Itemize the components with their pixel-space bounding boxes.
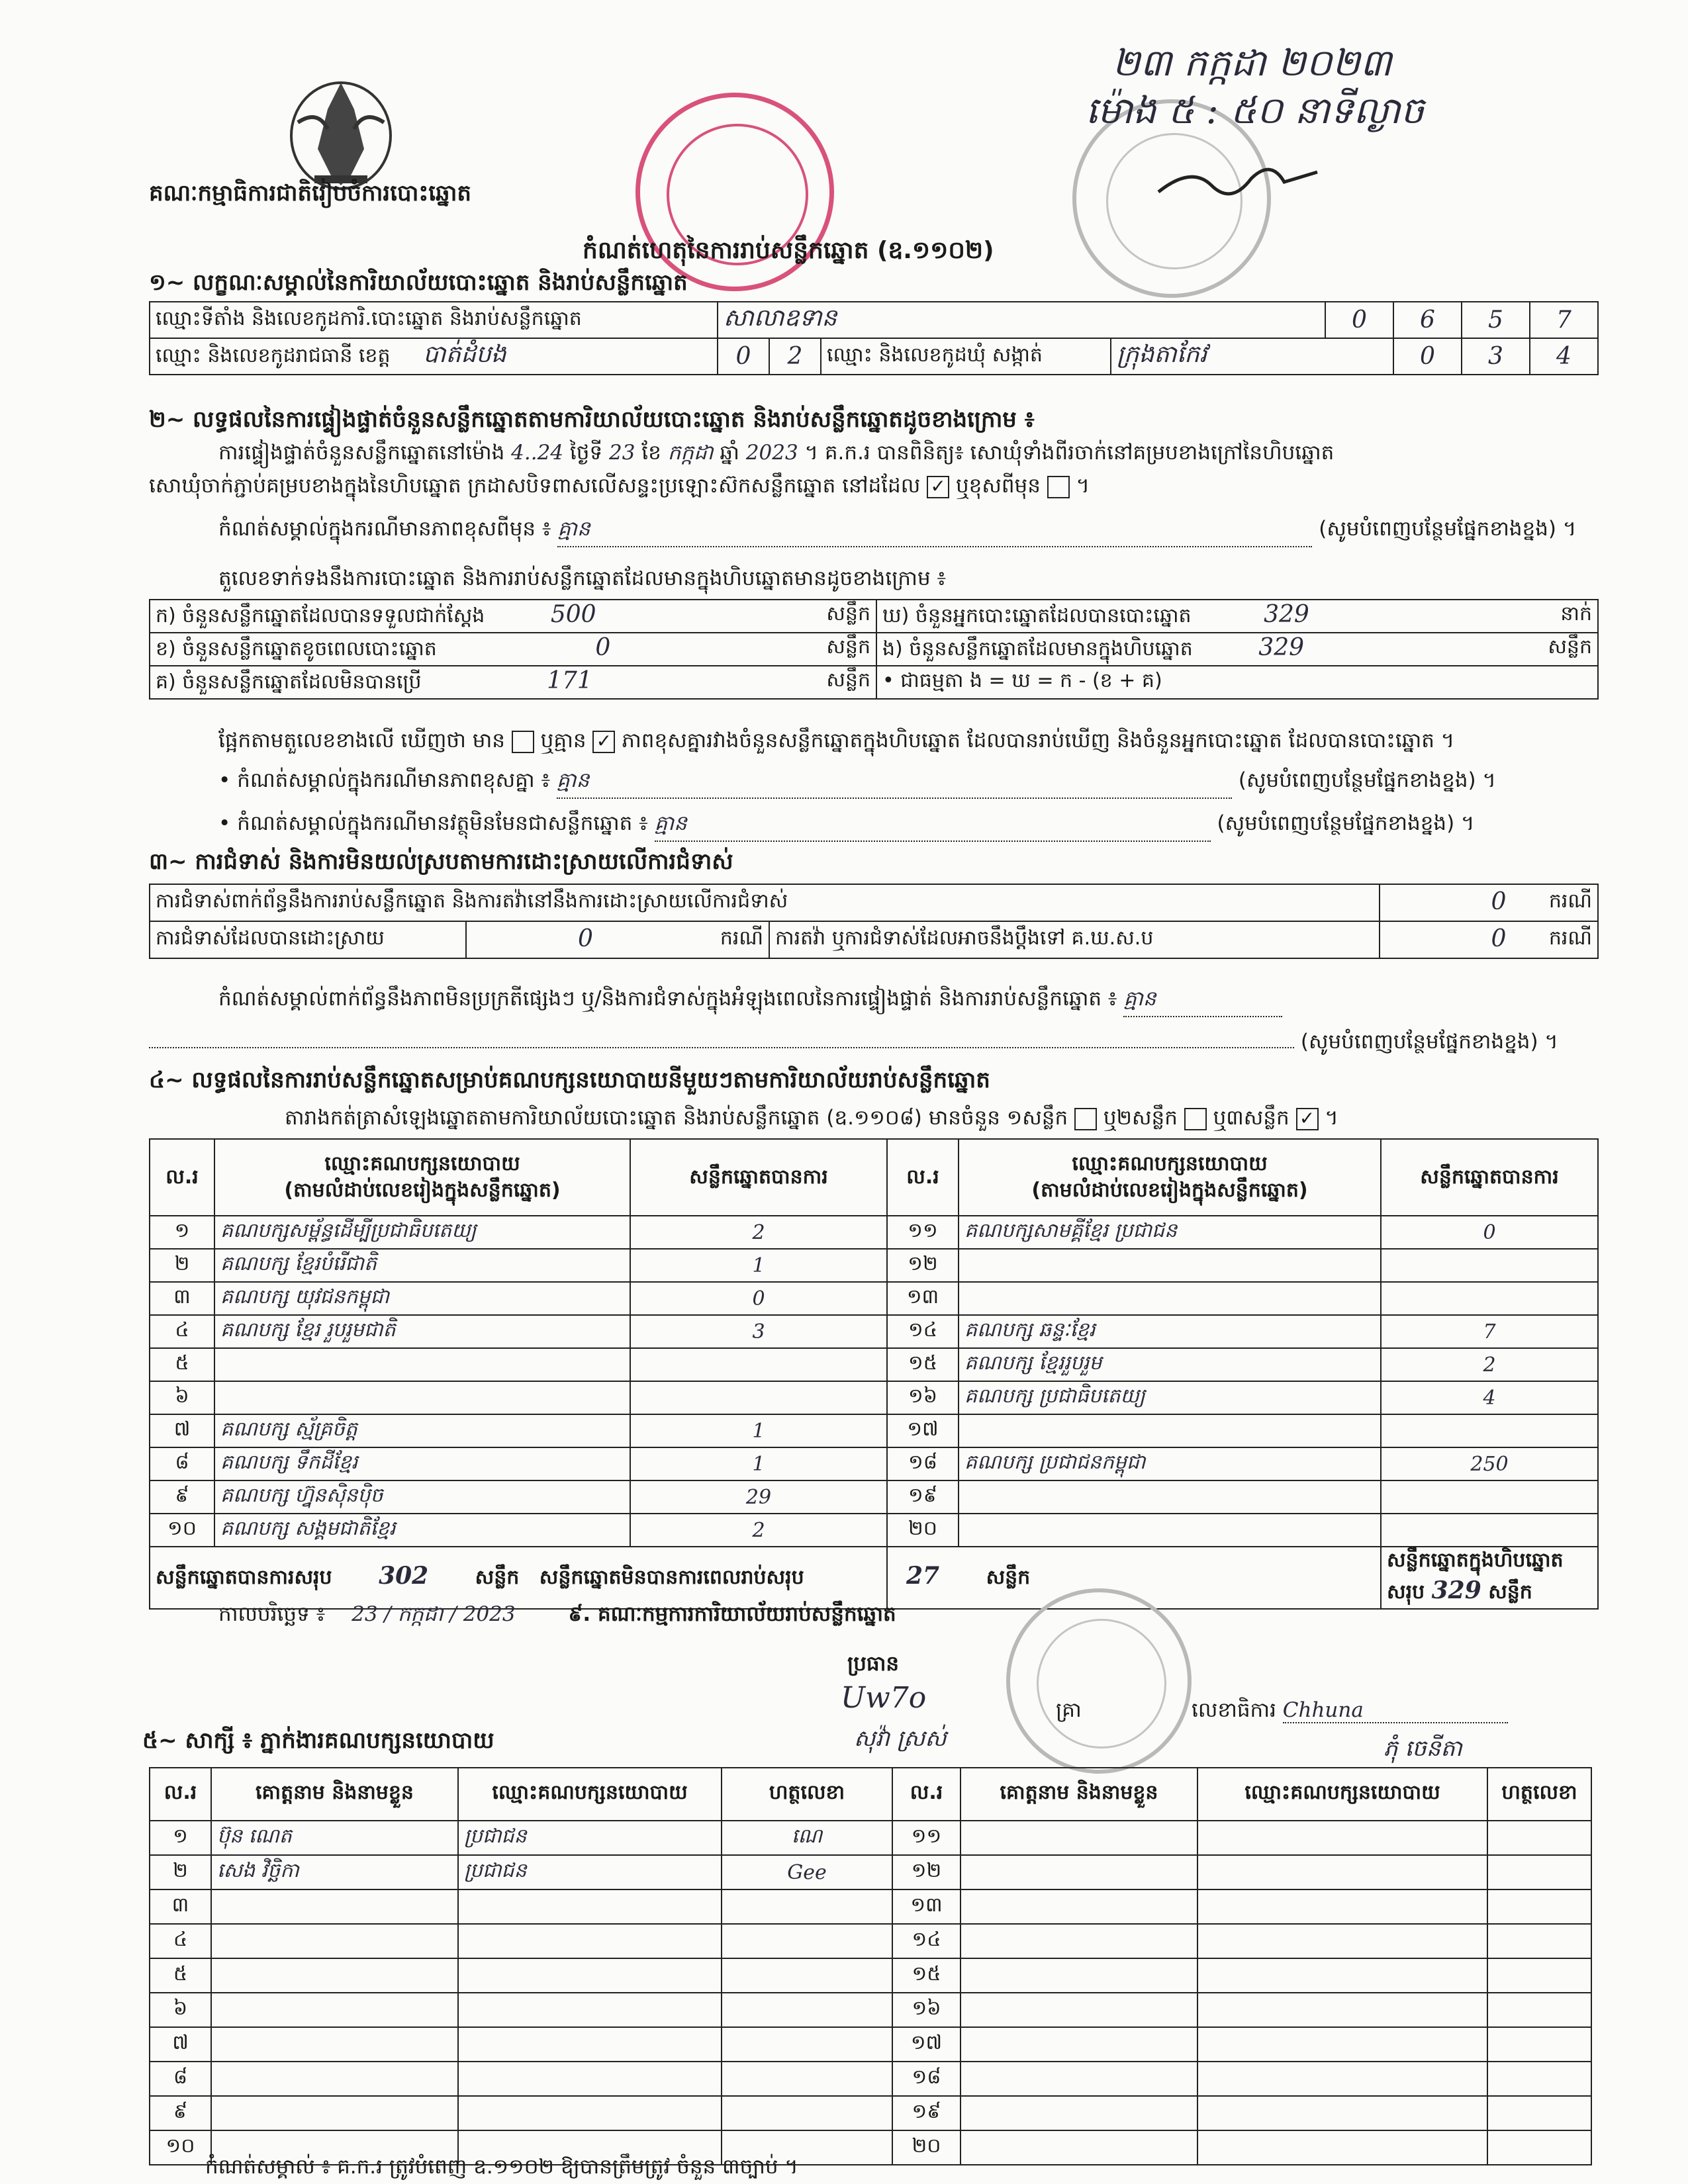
station-label: ឈ្មោះទីតាំង និងលេខកូដការិ.បោះឆ្នោត និងរាប់សន្លឹកឆ្នោត: [150, 302, 718, 338]
tally-sheets-line: តារាងកត់ត្រាសំឡេងឆ្នោតតាមការិយាល័យបោះឆ្នោត និងរាប់សន្លឹកឆ្នោត (ឧ.១១០៨) មានចំនួន ១សន្លឹក ឬ២សន្លឹក ឬ៣សន្លឹក ✓ ។: [285, 1106, 1338, 1130]
resolved-value: 0: [578, 925, 593, 952]
witness-name: [961, 1855, 1197, 1889]
witness-signature: [1487, 1958, 1591, 1993]
witness-signature: [722, 1889, 892, 1924]
witness-party: [458, 2027, 722, 2062]
witness-name: [211, 2096, 458, 2130]
row-number: ៣: [150, 1282, 214, 1315]
seal-check-line: សោឃុំចាក់ភ្ជាប់គម្របខាងក្នុងនៃហិបឆ្នោត ក្រដាសបិទពាសលើសន្ទះប្រឡោះស៊កសន្លឹកឆ្នោត នៅដដែល ✓ ឬខុសពីមុន ។: [149, 474, 1090, 498]
party-name: គណបក្ស យុវជនកម្ពុជា: [214, 1282, 630, 1315]
top-signature: [1152, 152, 1324, 205]
appeal-label: ការតវ៉ា ឬការជំទាស់ដែលអាចនឹងប្តឹងទៅ គ.ឃ.ស.ប: [769, 921, 1380, 958]
witness-signature: [1487, 2062, 1591, 2096]
witness-party: ប្រជាជន: [458, 1855, 722, 1889]
form-title: កំណត់ហេតុនៃការរាប់សន្លឹកឆ្នោត (ឧ.១១០២): [583, 237, 994, 264]
handwritten-date: ២៣ កក្កដា ២០២៣ ម៉ោង ៥ : ៥០ នាទីល្ងាច: [1086, 42, 1425, 132]
witness-party: [1197, 2027, 1487, 2062]
party-votes: [1381, 1480, 1598, 1514]
witness-signature: [1487, 2027, 1591, 2062]
witness-row: [150, 1924, 1591, 1958]
row-number: ៩: [150, 2096, 211, 2130]
commune-code-digit: 4: [1530, 338, 1598, 375]
section1-heading: ១~ លក្ខណៈសម្គាល់នៃការិយាល័យបោះឆ្នោត និងរាប់សន្លឹកឆ្នោត: [149, 269, 688, 296]
spoiled-ballots-value: 0: [595, 633, 611, 661]
party-name: [959, 1480, 1381, 1514]
row-number: ៧: [150, 2027, 211, 2062]
party-votes: 1: [630, 1249, 887, 1282]
total-invalid-value: 27: [906, 1562, 940, 1590]
party-name: [959, 1414, 1381, 1447]
witness-party: [458, 2096, 722, 2130]
intact-checkbox[interactable]: ✓: [927, 476, 949, 498]
row-number: ៤: [150, 1315, 214, 1348]
result-date-line: កាលបរិច្ឆេទ ៖ 23 / កក្កដា / 2023 ៩. គណៈកម្មការការិយាល័យរាប់សន្លឹកឆ្នោត: [218, 1602, 896, 1626]
witness-signature: [722, 2062, 892, 2096]
witness-party: [1197, 1993, 1487, 2027]
row-number: ១១: [892, 1821, 961, 1855]
result-date-value: 23 / កក្កដា / 2023: [352, 1602, 516, 1626]
royal-emblem-logo: [278, 63, 404, 195]
row-number: ១៩: [892, 2096, 961, 2130]
station-table: [149, 301, 1599, 375]
party-result-row: [150, 1480, 1598, 1514]
party-votes: [630, 1348, 887, 1381]
witness-signature: [1487, 1889, 1591, 1924]
party-name: គណបក្ស ខ្មែររួបរួម: [959, 1348, 1381, 1381]
row-number: ១: [150, 1821, 211, 1855]
row-number: ៦: [150, 1993, 211, 2027]
chairman-name: សុវ៉ា ស្រស់: [854, 1725, 947, 1752]
footer-note: កំណត់សម្គាល់ ៖ គ.ក.រ ត្រូវបំពេញ ឧ.១១០២ ឱ្យបានត្រឹមត្រូវ ចំនួន ៣ច្បាប់ ។: [205, 2155, 798, 2179]
witness-row: [150, 2096, 1591, 2130]
irregularity-note-value: គ្មាន: [1123, 986, 1282, 1017]
witness-signature: [1487, 1855, 1591, 1889]
witness-party: [458, 1924, 722, 1958]
witness-party: [1197, 1855, 1487, 1889]
has-difference-checkbox[interactable]: [512, 731, 534, 753]
seal-note-value: គ្មាន: [557, 516, 1312, 547]
party-name: [214, 1348, 630, 1381]
party-votes: 4: [1381, 1381, 1598, 1414]
section2-heading: ២~ លទ្ធផលនៃការផ្ទៀងផ្ទាត់ចំនួនសន្លឹកឆ្នោតតាមការិយាល័យបោះឆ្នោត និងរាប់សន្លឹកឆ្នោតដូចខាងក្រោម ៖: [149, 406, 1035, 433]
row-number: ១៨: [892, 2062, 961, 2096]
party-votes: 0: [1381, 1216, 1598, 1249]
commune-name: ក្រុងតាកែវ: [1111, 338, 1393, 375]
figures-intro: តួលេខទាក់ទងនឹងការបោះឆ្នោត និងការរាប់សន្លឹកឆ្នោតដែលមានក្នុងហិបឆ្នោតមានដូចខាងក្រោម ៖: [218, 567, 947, 590]
witness-name: [961, 1889, 1197, 1924]
row-number: ៧: [150, 1414, 214, 1447]
witness-party: [1197, 2096, 1487, 2130]
one-sheet-checkbox[interactable]: [1074, 1108, 1097, 1130]
witness-row: [150, 1993, 1591, 2027]
section3-heading: ៣~ ការជំទាស់ និងការមិនយល់ស្របតាមការដោះស្រាយលើការជំទាស់: [149, 848, 733, 875]
row-number: ៥: [150, 1348, 214, 1381]
witness-party: [458, 1993, 722, 2027]
province-name: បាត់ដំបង: [423, 341, 506, 368]
witness-table: ល.រ គោត្តនាម និងនាមខ្លួន ឈ្មោះគណបក្សនយោបាយ ហត្ថលេខា ល.រ គោត្តនាម និងនាមខ្លួន ឈ្មោះគណបក្សនយោបាយ ហត្ថលេខា ១ ប៊ុន ណេត ប្រជាជន ណេ ១១ ២ សេង វិច្ឆិកា ប្រជាជន Gee ១២ ៣ ១៣ ៤ ១៤ ៥ ១៥ ៦ ១៦ ៧ ១៧ ៨ ១៨ ៩ ១៩ ១០ ២០: [149, 1767, 1592, 2165]
witness-signature: [722, 1958, 892, 1993]
party-votes: 250: [1381, 1447, 1598, 1480]
no-difference-checkbox[interactable]: ✓: [592, 731, 615, 753]
witness-signature: [722, 1993, 892, 2027]
party-votes: 2: [630, 1514, 887, 1547]
party-name: គណបក្ស ស្ម័គ្រចិត្ត: [214, 1414, 630, 1447]
row-number: ១១: [887, 1216, 959, 1249]
party-name: គណបក្ស សង្គមជាតិខ្មែរ: [214, 1514, 630, 1547]
party-name: គណបក្ស ហ្វ៊ុនស៊ិនប៉ិច: [214, 1480, 630, 1514]
party-result-row: [150, 1249, 1598, 1282]
witness-name: សេង វិច្ឆិកា: [211, 1855, 458, 1889]
objections-value: 0: [1491, 888, 1507, 915]
witness-row: [150, 2027, 1591, 2062]
witness-row: [150, 1855, 1591, 1889]
witness-row: [150, 2062, 1591, 2096]
party-result-row: [150, 1348, 1598, 1381]
ballot-figures-table: ក) ចំនួនសន្លឹកឆ្នោតដែលបានទទួលជាក់ស្តែង 500 សន្លឹក ឃ) ចំនួនអ្នកបោះឆ្នោតដែលបានបោះឆ្នោត 329 នាក់ ខ) ចំនួនសន្លឹកឆ្នោតខូចពេលបោះឆ្នោត 0 សន្លឹក ង) ចំនួនសន្លឹកឆ្នោតដែលមានក្នុងហិបឆ្នោត 329 សន្លឹក គ) ចំនួនសន្លឹកឆ្នោតដែលមិនបានប្រើ 171 សន្លឹក • ជាធម្មតា ង = ឃ = ក - (ខ + គ): [149, 599, 1599, 700]
witness-party: [1197, 1821, 1487, 1855]
party-votes: 3: [630, 1315, 887, 1348]
party-name: [214, 1381, 630, 1414]
witness-row: [150, 1958, 1591, 1993]
party-name: គណបក្ស ប្រជាធិបតេយ្យ: [959, 1381, 1381, 1414]
witness-party: [1197, 2130, 1487, 2165]
witness-name: [961, 2027, 1197, 2062]
party-votes: 0: [630, 1282, 887, 1315]
row-number: ១: [150, 1216, 214, 1249]
witness-signature: ណេ: [722, 1821, 892, 1855]
section5-heading: ៥~ សាក្សី ៖ ភ្នាក់ងារគណបក្សនយោបាយ: [142, 1727, 494, 1754]
party-votes: 2: [630, 1216, 887, 1249]
party-votes: 29: [630, 1480, 887, 1514]
row-number: ៩: [150, 1480, 214, 1514]
party-name: គណបក្សសាមគ្គីខ្មែរ ប្រជាជន: [959, 1216, 1381, 1249]
total-ballots-value: 329: [1431, 1576, 1481, 1604]
objections-label: ការជំទាស់ពាក់ព័ន្ធនឹងការរាប់សន្លឹកឆ្នោត និងការតវ៉ានៅនឹងការដោះស្រាយលើការជំទាស់: [150, 884, 1380, 921]
party-result-row: [150, 1282, 1598, 1315]
party-votes: 1: [630, 1447, 887, 1480]
objections-table: ការជំទាស់ពាក់ព័ន្ធនឹងការរាប់សន្លឹកឆ្នោត និងការតវ៉ានៅនឹងការដោះស្រាយលើការជំទាស់ 0 ករណី ការជំទាស់ដែលបានដោះស្រាយ 0 ករណី ការតវ៉ា ឬការជំទាស់ដែលអាចនឹងប្តឹងទៅ គ.ឃ.ស.ប 0 ករណី: [149, 884, 1599, 959]
appeal-value: 0: [1491, 925, 1507, 952]
station-code-digit: 6: [1393, 302, 1462, 338]
witness-party: [458, 2062, 722, 2096]
party-votes: [630, 1381, 887, 1414]
party-votes: [1381, 1514, 1598, 1547]
row-number: ១៤: [892, 1924, 961, 1958]
ballots-in-box-value: 329: [1258, 633, 1305, 661]
witness-signature: [1487, 2096, 1591, 2130]
station-code-digit: 7: [1530, 302, 1598, 338]
row-number: ៨: [150, 1447, 214, 1480]
commune-label: ឈ្មោះ និងលេខកូដឃុំ សង្កាត់: [821, 338, 1111, 375]
station-code-digit: 5: [1462, 302, 1530, 338]
witness-signature: [722, 2096, 892, 2130]
witness-row: [150, 1821, 1591, 1855]
party-name: [959, 1282, 1381, 1315]
party-result-row: [150, 1216, 1598, 1249]
row-number: ៥: [150, 1958, 211, 1993]
irregularity-note-line: កំណត់សម្គាល់ពាក់ព័ន្ធនឹងភាពមិនប្រក្រតីផ្សេងៗ ឬ/និងការជំទាស់ក្នុងអំឡុងពេលនៃការផ្ទៀងផ្ទាត់ និងការរាប់សន្លឹកឆ្នោត ៖ គ្មាន: [218, 986, 1282, 1017]
witness-name: [961, 2062, 1197, 2096]
witness-name: [961, 1924, 1197, 1958]
witness-name: [211, 1958, 458, 1993]
witness-party: [458, 1958, 722, 1993]
witness-name: [211, 2027, 458, 2062]
irregularity-note-line2: (សូមបំពេញបន្ថែមផ្នែកខាងខ្នង) ។: [149, 1029, 1558, 1059]
row-number: ១២: [892, 1855, 961, 1889]
difference-note-value: គ្មាន: [557, 768, 1232, 799]
gray-stamp-signature: [1006, 1588, 1192, 1774]
commune-code-digit: 0: [1393, 338, 1462, 375]
row-number: ១៧: [892, 2027, 961, 2062]
party-votes: [1381, 1249, 1598, 1282]
province-code-digit: 0: [718, 338, 769, 375]
committee-label: ៩. គណៈកម្មការការិយាល័យរាប់សន្លឹកឆ្នោត: [568, 1602, 896, 1626]
formula-note: • ជាធម្មតា ង = ឃ = ក - (ខ + គ): [876, 666, 1598, 699]
three-sheets-checkbox[interactable]: ✓: [1296, 1108, 1319, 1130]
row-number: ១៧: [887, 1414, 959, 1447]
two-sheets-checkbox[interactable]: [1184, 1108, 1207, 1130]
row-number: ២: [150, 1249, 214, 1282]
party-result-row: [150, 1414, 1598, 1447]
seal-note-line: កំណត់សម្គាល់ក្នុងករណីមានភាពខុសពីមុន ៖ គ្មាន (សូមបំពេញបន្ថែមផ្នែកខាងខ្នង) ។: [218, 516, 1576, 547]
row-number: ២: [150, 1855, 211, 1889]
voters-voted-value: 329: [1264, 600, 1309, 628]
witness-name: [961, 2130, 1197, 2165]
witness-party: [1197, 1958, 1487, 1993]
difference-note-line: • កំណត់សម្គាល់ក្នុងករណីមានភាពខុសគ្នា ៖ គ្មាន (សូមបំពេញបន្ថែមផ្នែកខាងខ្នង) ។: [218, 768, 1496, 799]
row-number: ៦: [150, 1381, 214, 1414]
witness-name: ប៊ុន ណេត: [211, 1821, 458, 1855]
witness-party: [1197, 2062, 1487, 2096]
row-number: ១២: [887, 1249, 959, 1282]
station-code-digit: 0: [1325, 302, 1393, 338]
verification-day: 23: [608, 441, 635, 465]
witness-signature: [722, 2027, 892, 2062]
chairman-signature: Uw7o: [841, 1681, 927, 1715]
unused-ballots-value: 171: [547, 666, 592, 694]
witness-name: [211, 1993, 458, 2027]
party-votes: 2: [1381, 1348, 1598, 1381]
party-name: គណបក្ស ឆន្ទៈខ្មែរ: [959, 1315, 1381, 1348]
party-result-row: [150, 1514, 1598, 1547]
party-name: គណបក្ស ប្រជាជនកម្ពុជា: [959, 1447, 1381, 1480]
row-number: ២០: [887, 1514, 959, 1547]
witness-signature: [722, 1924, 892, 1958]
witness-row: [150, 1889, 1591, 1924]
row-number: ១០: [150, 1514, 214, 1547]
row-number: ១៥: [887, 1348, 959, 1381]
witness-signature: Gee: [722, 1855, 892, 1889]
row-number: ១៨: [887, 1447, 959, 1480]
row-number: ១០: [150, 2130, 211, 2165]
party-name: [959, 1514, 1381, 1547]
party-votes: 1: [630, 1414, 887, 1447]
row-number: ១៩: [887, 1480, 959, 1514]
member-label: គ្រា: [1056, 1698, 1082, 1722]
secretary-name: ភុំ ចេនីតា: [1383, 1735, 1462, 1762]
witness-signature: [1487, 1821, 1591, 1855]
party-result-row: [150, 1315, 1598, 1348]
party-results-table: ល.រ ឈ្មោះគណបក្សនយោបាយ (តាមលំដាប់លេខរៀងក្នុងសន្លឹកឆ្នោត) សន្លឹកឆ្នោតបានការ ល.រ ឈ្មោះគណបក្សនយោបាយ (តាមលំដាប់លេខរៀងក្នុងសន្លឹកឆ្នោត) សន្លឹកឆ្នោតបានការ ១ គណបក្សសម្ព័ន្ធដើម្បីប្រជាធិបតេយ្យ 2 ១១ គណបក្សសាមគ្គីខ្មែរ ប្រជាជន 0 ២ គណបក្ស ខ្មែរបំរើជាតិ 1 ១២ ៣ គណបក្ស យុវជនកម្ពុជា 0 ១៣ ៤ គណបក្ស ខ្មែរ រួបរួមជាតិ 3 ១៤ គណបក្ស ឆន្ទៈខ្មែរ 7 ៥ ១៥ គណបក្ស ខ្មែររួបរួម 2 ៦ ១៦ គណបក្ស ប្រជាធិបតេយ្យ 4 ៧ គណបក្ស ស្ម័គ្រចិត្ត 1 ១៧ ៨ គណបក្ស ទឹកដីខ្មែរ 1 ១៨ គណបក្ស ប្រជាជនកម្ពុជា 250 ៩ គណបក្ស ហ្វ៊ុនស៊ិនប៉ិច 29 ១៩ ១០ គណបក្ស សង្គមជាតិខ្មែរ 2 ២០ សន្លឹកឆ្នោតបានការសរុប 302 សន្លឹក សន្លឹកឆ្នោតមិនបានការពេលរាប់សរុប 27 សន្លឹក សន្លឹកឆ្នោតក្នុងហិបឆ្នោតសរុប 329 សន្លឹក: [149, 1138, 1599, 1610]
row-number: ១៣: [892, 1889, 961, 1924]
discrepancy-line: ផ្អែកតាមតួលេខខាងលើ ឃើញថា មាន ឬគ្មាន ✓ ភាពខុសគ្នារវាងចំនួនសន្លឹកឆ្នោតក្នុងហិបឆ្នោត ដែលបានរាប់ឃើញ និងចំនួនអ្នកបោះឆ្នោត ដែលបានបោះឆ្នោត ។: [218, 729, 1455, 752]
party-name: គណបក្ស ខ្មែរបំរើជាតិ: [214, 1249, 630, 1282]
party-name: [959, 1249, 1381, 1282]
party-result-row: [150, 1447, 1598, 1480]
ballots-received-value: 500: [550, 600, 596, 628]
verification-time: 4..24: [511, 441, 564, 465]
witness-name: [961, 1958, 1197, 1993]
province-label: ឈ្មោះ និងលេខកូដរាជធានី ខេត្ត: [156, 344, 391, 367]
changed-checkbox[interactable]: [1047, 476, 1070, 498]
foreign-object-note-line: • កំណត់សម្គាល់ក្នុងករណីមានវត្ថុមិនមែនជាសន្លឹកឆ្នោត ៖ គ្មាន (សូមបំពេញបន្ថែមផ្នែកខាងខ្នង) ។: [218, 811, 1474, 842]
witness-party: [458, 1889, 722, 1924]
row-number: ១៦: [887, 1381, 959, 1414]
witness-party: [1197, 1889, 1487, 1924]
witness-name: [211, 2062, 458, 2096]
party-result-row: [150, 1381, 1598, 1414]
secretary-signature: Chhuna: [1283, 1698, 1508, 1723]
witness-name: [211, 1924, 458, 1958]
total-valid-value: 302: [379, 1562, 429, 1590]
party-name: គណបក្ស ទឹកដីខ្មែរ: [214, 1447, 630, 1480]
chairman-label: ប្រធាន: [847, 1652, 900, 1676]
witness-name: [961, 1821, 1197, 1855]
witness-signature: [1487, 1993, 1591, 2027]
row-number: ៨: [150, 2062, 211, 2096]
section4-heading: ៤~ លទ្ធផលនៃការរាប់សន្លឹកឆ្នោតសម្រាប់គណបក្សនយោបាយនីមួយៗតាមការិយាល័យរាប់សន្លឹកឆ្នោត: [149, 1067, 990, 1093]
row-number: ១៥: [892, 1958, 961, 1993]
row-number: ១៦: [892, 1993, 961, 2027]
row-number: ១៣: [887, 1282, 959, 1315]
witness-party: [1197, 1924, 1487, 1958]
verification-paragraph: ការផ្ទៀងផ្ទាត់ចំនួនសន្លឹកឆ្នោតនៅម៉ោង 4..24 ថ្ងៃទី 23 ខែ កក្កដា ឆ្នាំ 2023 ។ គ.ក.រ បានពិនិត្យ៖ សោឃុំទាំងពីរចាក់នៅគម្របខាងក្រៅនៃហិបឆ្នោត: [218, 441, 1335, 465]
party-votes: [1381, 1282, 1598, 1315]
province-code-digit: 2: [769, 338, 821, 375]
witness-name: [961, 2096, 1197, 2130]
commune-code-digit: 3: [1462, 338, 1530, 375]
party-votes: 7: [1381, 1315, 1598, 1348]
witness-signature: [1487, 1924, 1591, 1958]
secretary-line: លេខាធិការ Chhuna: [1192, 1698, 1508, 1727]
verification-month: កក្កដា: [667, 441, 714, 465]
witness-name: [211, 1889, 458, 1924]
verification-year: 2023: [745, 441, 798, 465]
row-number: ៣: [150, 1889, 211, 1924]
witness-name: [961, 1993, 1197, 2027]
row-number: ១៤: [887, 1315, 959, 1348]
station-name: សាលាឧទាន: [718, 302, 1325, 338]
foreign-object-note-value: គ្មាន: [655, 811, 1211, 842]
party-name: គណបក្ស ខ្មែរ រួបរួមជាតិ: [214, 1315, 630, 1348]
organization-name: គណៈកម្មាធិការជាតិរៀបចំការបោះឆ្នោត: [149, 180, 472, 206]
witness-signature: [1487, 2130, 1591, 2165]
witness-party: ប្រជាជន: [458, 1821, 722, 1855]
resolved-label: ការជំទាស់ដែលបានដោះស្រាយ: [150, 921, 466, 958]
party-name: គណបក្សសម្ព័ន្ធដើម្បីប្រជាធិបតេយ្យ: [214, 1216, 630, 1249]
row-number: ២០: [892, 2130, 961, 2165]
row-number: ៤: [150, 1924, 211, 1958]
party-votes: [1381, 1414, 1598, 1447]
